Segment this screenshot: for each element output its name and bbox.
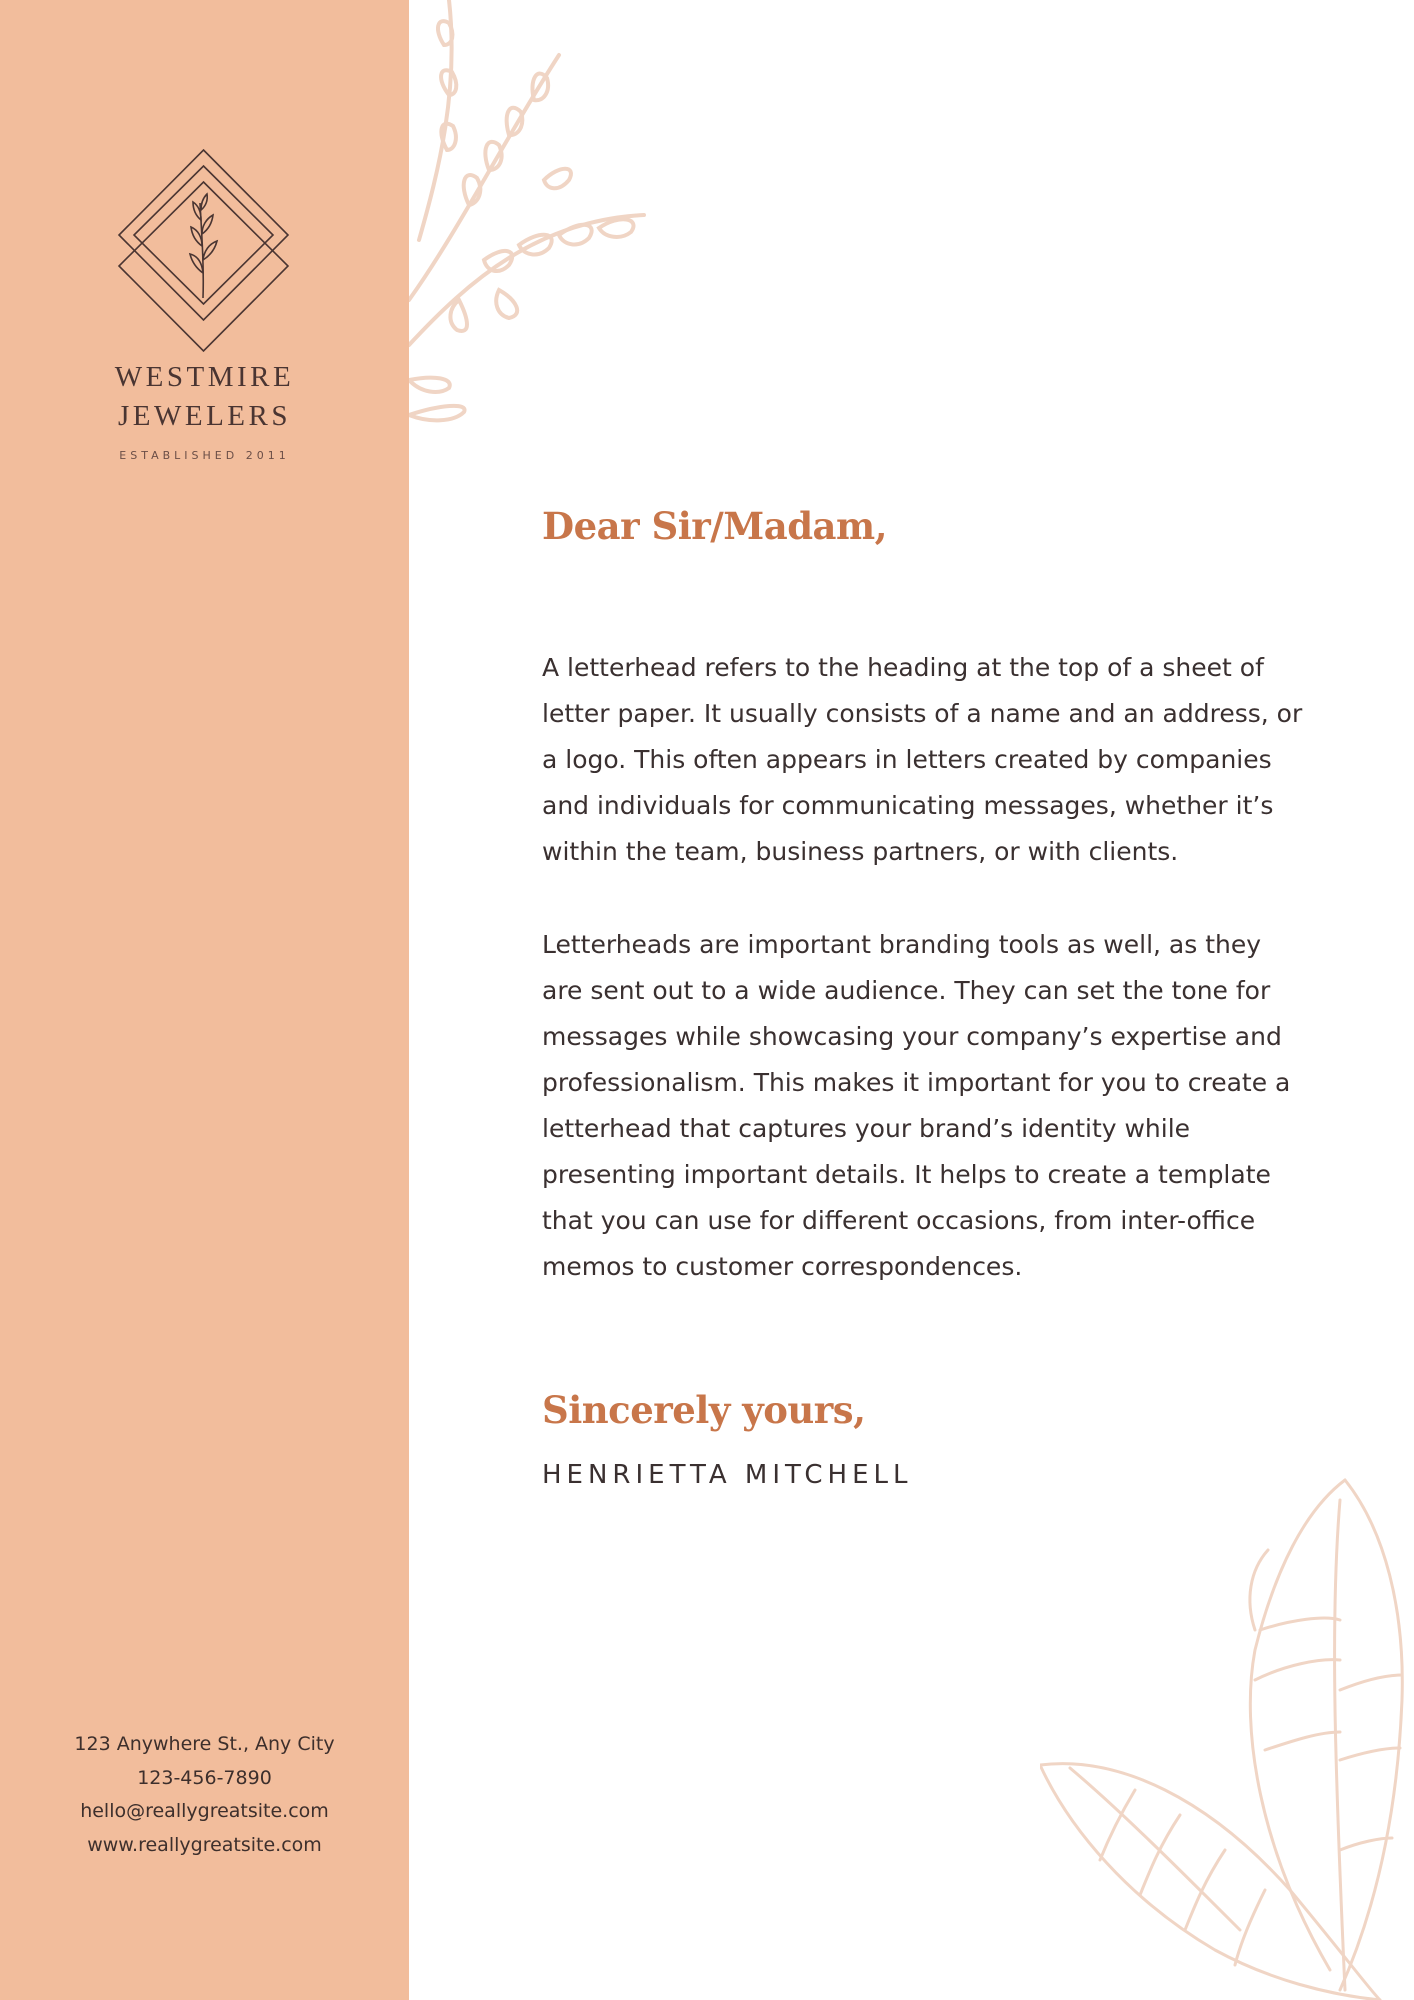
letter-greeting: Dear Sir/Madam,: [542, 504, 888, 548]
letter-paragraph-1: [542, 645, 1302, 875]
established-label: ESTABLISHED 2011: [119, 449, 290, 462]
contact-website: www.reallygreatsite.com: [87, 1833, 322, 1856]
brand-name-line2: JEWELERS: [118, 400, 291, 432]
paragraph-line: are sent out to a wide audience. They can set the tone for: [542, 976, 1271, 1005]
banana-leaf-icon: [1040, 1470, 1414, 2000]
paragraph-line: memos to customer correspondences.: [542, 1252, 1023, 1281]
signer-name: HENRIETTA MITCHELL: [542, 1460, 913, 1490]
paragraph-line: professionalism. This makes it important for you to create a: [542, 1068, 1291, 1097]
contact-block: [0, 1728, 409, 1862]
paragraph-line: letter paper. It usually consists of a name and an address, or: [542, 699, 1303, 728]
brand-name-line1: WESTMIRE: [114, 361, 295, 393]
contact-address: 123 Anywhere St., Any City: [74, 1733, 335, 1755]
paragraph-line: presenting important details. It helps to create a template: [542, 1160, 1271, 1189]
paragraph-line: that you can use for different occasions, from inter-office: [542, 1206, 1256, 1235]
paragraph-line: a logo. This often appears in letters created by companies: [542, 745, 1272, 774]
sidebar: [0, 0, 409, 2000]
paragraph-line: within the team, business partners, or with clients.: [542, 837, 1179, 866]
letter-signoff: Sincerely yours,: [542, 1388, 866, 1432]
paragraph-line: messages while showcasing your company’s expertise and: [542, 1022, 1282, 1051]
branch-leaves-icon: [409, 0, 709, 440]
paragraph-line: Letterheads are important branding tools as well, as they: [542, 930, 1262, 959]
paragraph-line: letterhead that captures your brand’s identity while: [542, 1114, 1191, 1143]
paragraph-line: A letterhead refers to the heading at the top of a sheet of: [542, 653, 1264, 682]
letter-paragraph-2: [542, 922, 1302, 1290]
paragraph-line: and individuals for communicating messages, whether it’s: [542, 791, 1274, 820]
diamond-branch-logo-icon: [116, 148, 291, 353]
contact-phone: 123-456-7890: [137, 1766, 272, 1789]
contact-email: hello@reallygreatsite.com: [80, 1800, 329, 1822]
